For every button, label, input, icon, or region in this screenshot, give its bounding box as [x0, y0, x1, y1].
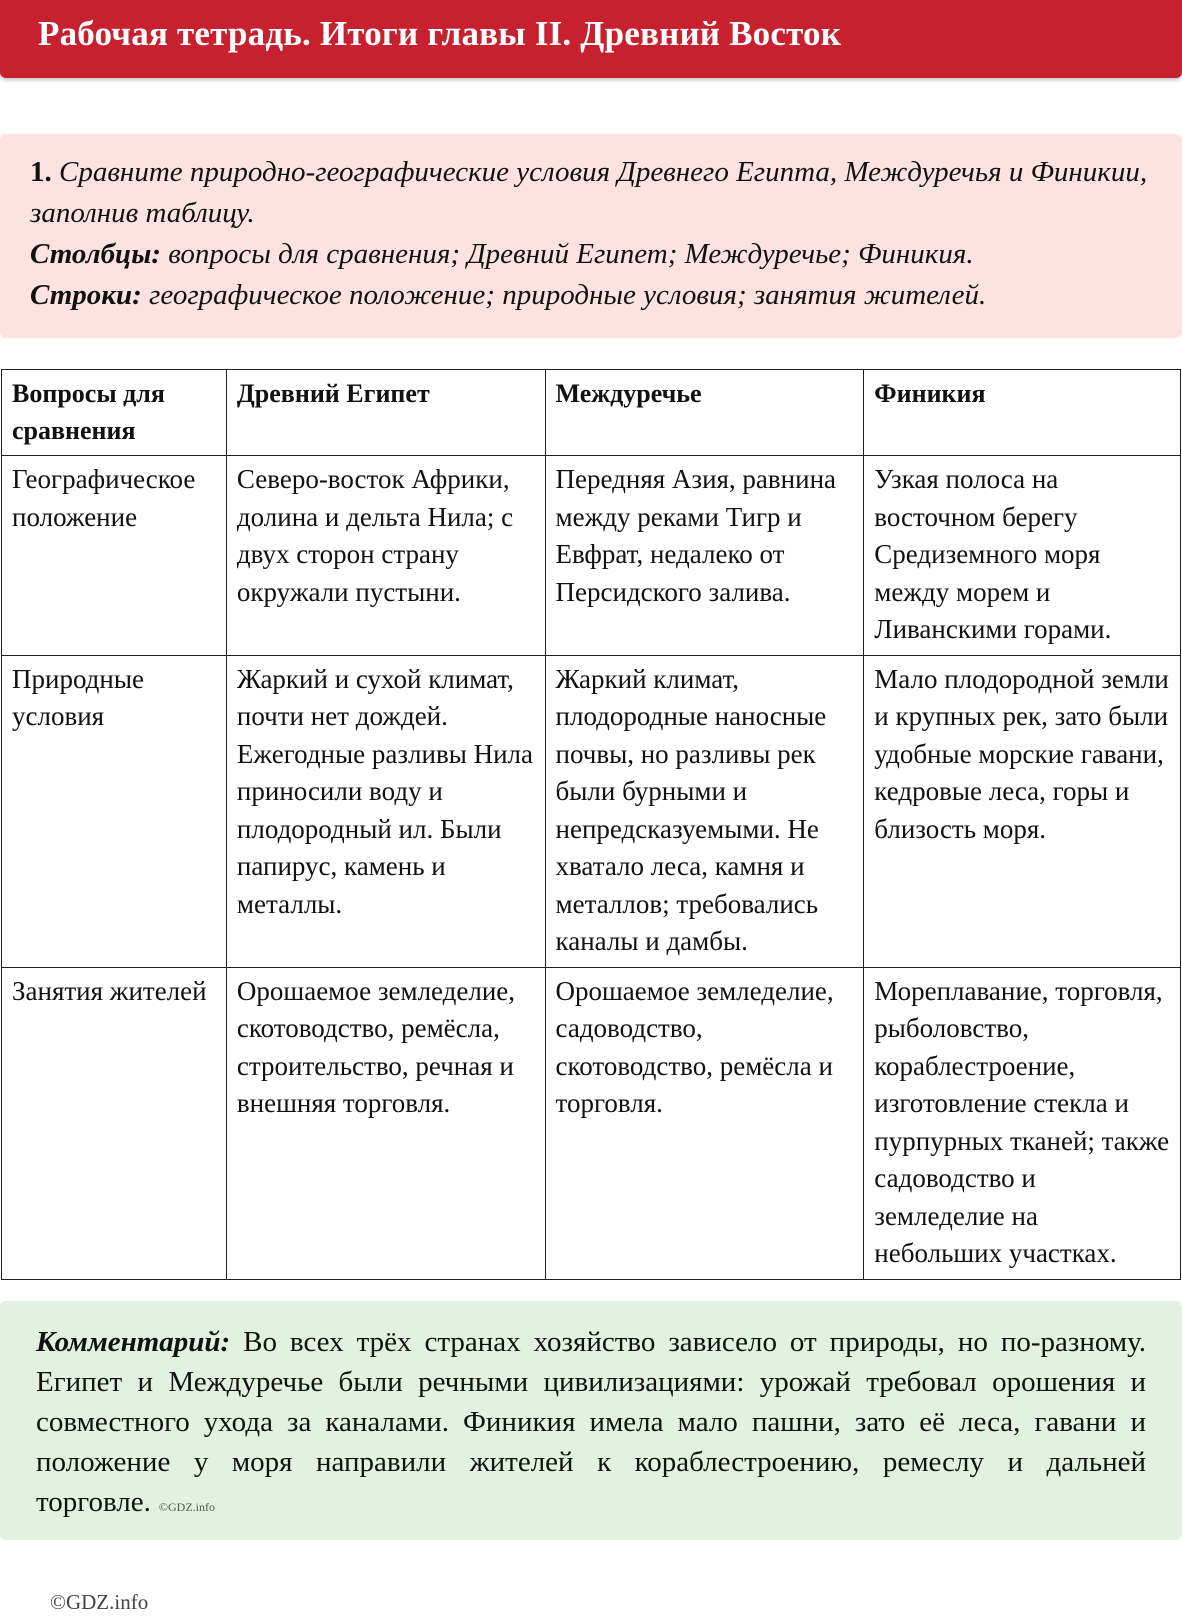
task-statement	[30, 152, 1160, 234]
rows-text: географическое положение; природные условия; занятия жителей.	[149, 279, 987, 311]
header-bar	[0, 0, 1182, 78]
task-columns	[30, 234, 1160, 275]
footer-copyright: ©GDZ.info	[50, 1590, 149, 1614]
phoenicia-cell: Мало плодородной земли и крупных рек, зато были удобные морские гавани, кедровые леса, горы и близость моря.	[864, 655, 1181, 967]
row-question-cell: Географическое положение	[2, 456, 227, 656]
rows-label: Строки:	[30, 279, 142, 311]
egypt-cell: Орошаемое земледелие, скотоводство, ремёсла, строительство, речная и внешняя торговля.	[226, 967, 545, 1279]
page-title: Рабочая тетрадь. Итоги главы II. Древний Восток	[38, 14, 842, 53]
comparison-table	[1, 369, 1181, 1280]
row-question-cell: Природные условия	[2, 655, 227, 967]
task-instruction: Сравните природно-географические условия Древнего Египта, Междуречья и Финикии, заполнив таблицу.	[30, 156, 1148, 229]
table-row	[2, 967, 1181, 1279]
egypt-cell: Северо-восток Африки, долина и дельта Нила; с двух сторон страну окружали пустыни.	[226, 456, 545, 656]
table-row	[2, 456, 1181, 656]
comment-label: Комментарий:	[36, 1326, 231, 1358]
mesopotamia-cell: Передняя Азия, равнина между реками Тигр и Евфрат, недалеко от Персидского залива.	[545, 456, 864, 656]
mesopotamia-cell: Жаркий климат, плодородные наносные почвы, но разливы рек были бурными и непредсказуемыми. Не хватало леса, камня и металлов; требовались каналы и дамбы.	[545, 655, 864, 967]
comment-watermark: ©GDZ.info	[158, 1500, 215, 1514]
mesopotamia-cell: Орошаемое земледелие, садоводство, скотоводство, ремёсла и торговля.	[545, 967, 864, 1279]
phoenicia-cell: Мореплавание, торговля, рыболовство, кораблестроение, изготовление стекла и пурпурных тканей; также садоводство и земледелие на небольших участках.	[864, 967, 1181, 1279]
task-rows	[30, 275, 1160, 316]
phoenicia-cell: Узкая полоса на восточном берегу Средиземного моря между морем и Ливанскими горами.	[864, 456, 1181, 656]
row-question-cell: Занятия жителей	[2, 967, 227, 1279]
task-number: 1.	[30, 156, 52, 188]
columns-text: вопросы для сравнения; Древний Египет; Междуречье; Финикия.	[168, 238, 974, 270]
header-cell-phoenicia: Финикия	[864, 370, 1181, 456]
egypt-cell: Жаркий и сухой климат, почти нет дождей. Ежегодные разливы Нила приносили воду и плодородный ил. Были папирус, камень и металлы.	[226, 655, 545, 967]
task-text	[30, 152, 1160, 316]
header-cell-questions: Вопросы для сравнения	[2, 370, 227, 456]
header-cell-mesopotamia: Междуречье	[545, 370, 864, 456]
table-row	[2, 655, 1181, 967]
header-cell-egypt: Древний Египет	[226, 370, 545, 456]
table-header-row	[2, 370, 1181, 456]
columns-label: Столбцы:	[30, 238, 161, 270]
comment-body: Во всех трёх странах хозяйство зависело от природы, но по-разному. Египет и Междуречье были речными цивилизациями: урожай требовал орошения и совместного ухода за каналами. Финикия имела мало пашни, зато её леса, гавани и положение у моря направили жителей к кораблестроению, ремеслу и дальней торговле.	[36, 1326, 1146, 1518]
comment-text	[36, 1322, 1146, 1527]
